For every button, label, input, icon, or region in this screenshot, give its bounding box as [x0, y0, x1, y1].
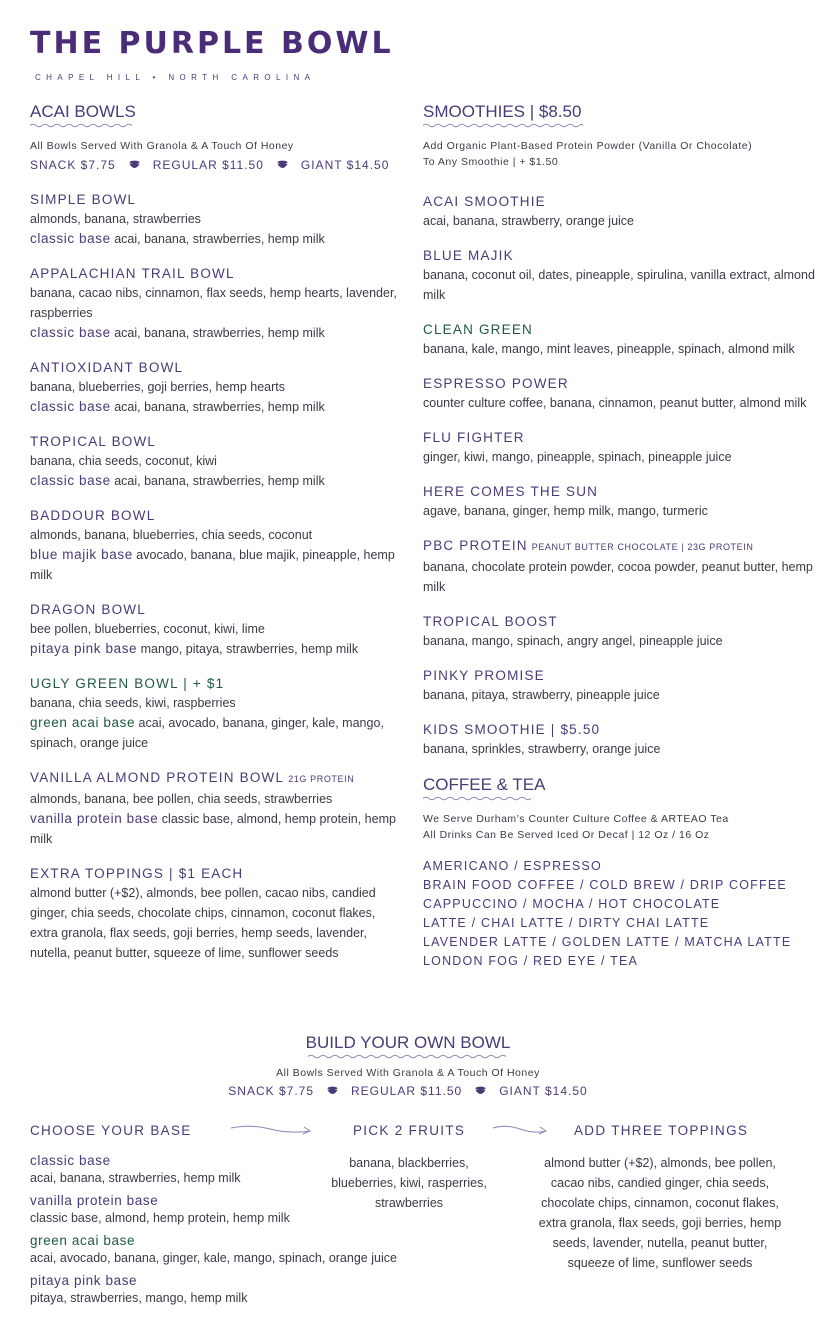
item-base — [30, 713, 400, 753]
acai-section-header — [30, 102, 400, 128]
item-name: DRAGON BOWL — [30, 602, 146, 617]
acai-prices — [30, 158, 400, 172]
item-ingredients: acai, banana, strawberry, orange juice — [423, 214, 634, 228]
coffee-note-2: All Drinks Can Be Served Iced Or Decaf | 12 Oz / 16 Oz — [423, 829, 710, 841]
item-name: FLU FIGHTER — [423, 430, 525, 445]
menu-item-clean-green — [423, 320, 816, 359]
item-base — [30, 229, 400, 249]
topping-options: almond butter (+$2), almonds, bee pollen, cacao nibs, candied ginger, chia seeds, chocolate chips, cinnamon, coconut flakes, extra granola, flax seeds, goji berries, hemp seeds, lavender, nutella, peanut butter, squeeze of lime, sunflower seeds — [538, 1156, 782, 1270]
item-ingredients: banana, chia seeds, coconut, kiwi — [30, 454, 217, 468]
item-name: ANTIOXIDANT BOWL — [30, 360, 184, 375]
menu-item-simple-bowl — [30, 190, 400, 249]
item-name: BLUE MAJIK — [423, 248, 514, 263]
menu-item-flu-fighter — [423, 428, 816, 467]
coffee-note-1: We Serve Durham’s Counter Culture Coffee & ARTEAO Tea — [423, 813, 729, 825]
step-pick-fruits: PICK 2 FRUITS — [353, 1123, 466, 1138]
base-label: classic base — [30, 399, 111, 414]
smoothies-section-header — [423, 102, 816, 128]
coffee-section-header — [423, 775, 816, 801]
item-name: CLEAN GREEN — [423, 322, 533, 337]
item-base — [30, 471, 400, 491]
menu-item-espresso-power — [423, 374, 816, 413]
base-text: acai, banana, strawberries, hemp milk — [110, 400, 325, 414]
base-text: avocado, banana, blue majik, pineapple, hemp milk — [30, 548, 395, 582]
item-name: PINKY PROMISE — [423, 668, 545, 683]
item-ingredients: banana, kale, mango, mint leaves, pineapple, spinach, almond milk — [423, 342, 795, 356]
step-choose-base: CHOOSE YOUR BASE — [30, 1123, 192, 1138]
item-ingredients: banana, sprinkles, strawberry, orange juice — [423, 742, 661, 756]
base-label: classic base — [30, 1153, 111, 1168]
item-base — [30, 639, 400, 659]
brand-location: CHAPEL HILL • NORTH CAROLINA — [35, 73, 316, 82]
build-note: All Bowls Served With Granola & A Touch Of Honey — [276, 1067, 540, 1079]
price-snack: SNACK $7.75 — [30, 158, 116, 172]
item-name-text: PBC PROTEIN — [423, 538, 528, 553]
menu-item-acai-smoothie — [423, 192, 816, 231]
menu-item-blue-majik — [423, 246, 816, 305]
build-steps — [0, 1123, 816, 1143]
base-text: mango, pitaya, strawberries, hemp milk — [137, 642, 359, 656]
item-ingredients: banana, chia seeds, kiwi, raspberries — [30, 696, 236, 710]
item-name — [423, 536, 816, 557]
smoothies-section — [423, 102, 816, 971]
item-name: TROPICAL BOWL — [30, 434, 157, 449]
build-section-header — [0, 1033, 816, 1059]
bowl-icon — [277, 160, 288, 170]
base-label: classic base — [30, 231, 111, 246]
smoothies-note-1: Add Organic Plant-Based Protein Powder (Vanilla Or Chocolate) — [423, 140, 753, 152]
coffee-line: AMERICANO / ESPRESSO — [423, 859, 602, 873]
item-base — [30, 397, 400, 417]
item-name: SIMPLE BOWL — [30, 192, 137, 207]
acai-bowls-section — [30, 102, 400, 963]
price-giant: GIANT $14.50 — [300, 158, 390, 172]
base-text: classic base, almond, hemp protein, hemp milk — [30, 1211, 290, 1225]
item-name: APPALACHIAN TRAIL BOWL — [30, 266, 235, 281]
build-prices — [0, 1084, 816, 1098]
item-base — [30, 323, 400, 343]
item-base — [30, 809, 400, 849]
menu-item-tropical-bowl — [30, 432, 400, 491]
item-name: KIDS SMOOTHIE | $5.50 — [423, 722, 601, 737]
coffee-line: LATTE / CHAI LATTE / DIRTY CHAI LATTE — [423, 916, 710, 930]
item-ingredients: banana, cacao nibs, cinnamon, flax seeds, hemp hearts, lavender, raspberries — [30, 286, 397, 320]
base-label: classic base — [30, 325, 111, 340]
menu-item-ugly-green-bowl — [30, 674, 400, 753]
squiggle-underline-icon — [308, 1054, 508, 1059]
coffee-line: LAVENDER LATTE / GOLDEN LATTE / MATCHA LATTE — [423, 935, 792, 949]
base-label: vanilla protein base — [30, 811, 159, 826]
base-label: pitaya pink base — [30, 641, 138, 656]
base-text: classic base, almond, hemp protein, hemp milk — [30, 812, 396, 846]
menu-item-baddour-bowl — [30, 506, 400, 585]
smoothies-note-2: To Any Smoothie | + $1.50 — [423, 156, 559, 168]
item-ingredients: banana, mango, spinach, angry angel, pineapple juice — [423, 634, 723, 648]
item-name — [30, 768, 400, 789]
extra-toppings — [30, 864, 400, 963]
price-regular: REGULAR $11.50 — [152, 158, 264, 172]
curved-arrow-icon — [492, 1123, 548, 1137]
base-label: blue majik base — [30, 547, 133, 562]
item-name: EXTRA TOPPINGS | $1 EACH — [30, 866, 244, 881]
base-text: acai, banana, strawberries, hemp milk — [30, 1171, 241, 1185]
brand-header — [30, 26, 394, 82]
base-label: vanilla protein base — [30, 1193, 159, 1208]
item-tag: 21G PROTEIN — [288, 774, 355, 784]
item-name: ACAI SMOOTHIE — [423, 194, 546, 209]
menu-item-antioxidant-bowl — [30, 358, 400, 417]
bowl-icon — [327, 1086, 338, 1096]
bowl-icon — [129, 160, 140, 170]
item-name-text: VANILLA ALMOND PROTEIN BOWL — [30, 770, 285, 785]
item-name: TROPICAL BOOST — [423, 614, 558, 629]
base-text: pitaya, strawberries, mango, hemp milk — [30, 1291, 248, 1305]
item-ingredients: counter culture coffee, banana, cinnamon, peanut butter, almond milk — [423, 396, 807, 410]
price-regular: REGULAR $11.50 — [351, 1084, 463, 1098]
price-snack: SNACK $7.75 — [228, 1084, 315, 1098]
coffee-line: LONDON FOG / RED EYE / TEA — [423, 954, 639, 968]
item-name: UGLY GREEN BOWL | + $1 — [30, 676, 225, 691]
item-ingredients: agave, banana, ginger, hemp milk, mango, turmeric — [423, 504, 708, 518]
item-ingredients: banana, coconut oil, dates, pineapple, spirulina, vanilla extract, almond milk — [423, 268, 815, 302]
base-text: acai, banana, strawberries, hemp milk — [110, 232, 325, 246]
base-text: acai, avocado, banana, ginger, kale, mango, spinach, orange juice — [30, 1251, 397, 1265]
squiggle-underline-icon — [423, 123, 585, 128]
base-text: acai, avocado, banana, ginger, kale, mango, spinach, orange juice — [30, 716, 384, 750]
item-ingredients: banana, blueberries, goji berries, hemp hearts — [30, 380, 286, 394]
item-ingredients: almonds, banana, bee pollen, chia seeds, strawberries — [30, 792, 333, 806]
item-ingredients: bee pollen, blueberries, coconut, kiwi, lime — [30, 622, 265, 636]
item-tag: PEANUT BUTTER CHOCOLATE | 23G PROTEIN — [531, 542, 754, 552]
section-title: ACAI BOWLS — [30, 102, 136, 121]
menu-item-pbc-protein — [423, 536, 816, 597]
base-label: classic base — [30, 473, 111, 488]
menu-item-kids-smoothie — [423, 720, 816, 759]
base-option-green-acai — [30, 1233, 430, 1268]
item-name: ESPRESSO POWER — [423, 376, 569, 391]
squiggle-underline-icon — [423, 796, 535, 801]
section-title: SMOOTHIES | $8.50 — [423, 102, 582, 121]
base-text: acai, banana, strawberries, hemp milk — [110, 326, 325, 340]
step-add-toppings: ADD THREE TOPPINGS — [574, 1123, 749, 1138]
base-label: green acai base — [30, 1233, 136, 1248]
menu-item-here-comes-the-sun — [423, 482, 816, 521]
acai-note: All Bowls Served With Granola & A Touch Of Honey — [30, 140, 294, 152]
fruit-options: banana, blackberries, blueberries, kiwi, rasperries, strawberries — [331, 1156, 487, 1210]
coffee-line: CAPPUCCINO / MOCHA / HOT CHOCOLATE — [423, 897, 721, 911]
coffee-drinks-list — [423, 857, 816, 971]
menu-item-tropical-boost — [423, 612, 816, 651]
base-label: green acai base — [30, 715, 136, 730]
item-ingredients: banana, pitaya, strawberry, pineapple juice — [423, 688, 660, 702]
brand-title: THE PURPLE BOWL — [30, 26, 394, 61]
coffee-line: BRAIN FOOD COFFEE / COLD BREW / DRIP COFFEE — [423, 878, 787, 892]
item-ingredients: ginger, kiwi, mango, pineapple, spinach, pineapple juice — [423, 450, 732, 464]
item-name: BADDOUR BOWL — [30, 508, 156, 523]
item-ingredients: almonds, banana, strawberries — [30, 212, 201, 226]
bowl-icon — [475, 1086, 486, 1096]
menu-item-dragon-bowl — [30, 600, 400, 659]
menu-item-vanilla-almond-protein-bowl — [30, 768, 400, 849]
item-base — [30, 545, 400, 585]
menu-item-appalachian-trail-bowl — [30, 264, 400, 343]
section-title: BUILD YOUR OWN BOWL — [305, 1033, 511, 1052]
price-giant: GIANT $14.50 — [499, 1084, 588, 1098]
item-ingredients: almonds, banana, blueberries, chia seeds, coconut — [30, 528, 313, 542]
curved-arrow-icon — [230, 1123, 312, 1137]
menu-item-pinky-promise — [423, 666, 816, 705]
build-your-own-bowl-section — [0, 1033, 816, 1305]
item-ingredients: banana, chocolate protein powder, cocoa powder, peanut butter, hemp milk — [423, 560, 813, 594]
base-text: acai, banana, strawberries, hemp milk — [110, 474, 325, 488]
base-label: pitaya pink base — [30, 1273, 138, 1288]
coffee-tea-section — [423, 775, 816, 971]
squiggle-underline-icon — [30, 123, 134, 128]
base-option-pitaya-pink — [30, 1273, 430, 1308]
item-name: HERE COMES THE SUN — [423, 484, 599, 499]
toppings-text: almond butter (+$2), almonds, bee pollen, cacao nibs, candied ginger, chia seeds, chocolate chips, cinnamon, coconut flakes, extra granola, flax seeds, goji berries, hemp seeds, lavender, nutella, peanut butter, squeeze of lime, sunflower seeds — [30, 886, 376, 960]
section-title: COFFEE & TEA — [423, 775, 546, 794]
